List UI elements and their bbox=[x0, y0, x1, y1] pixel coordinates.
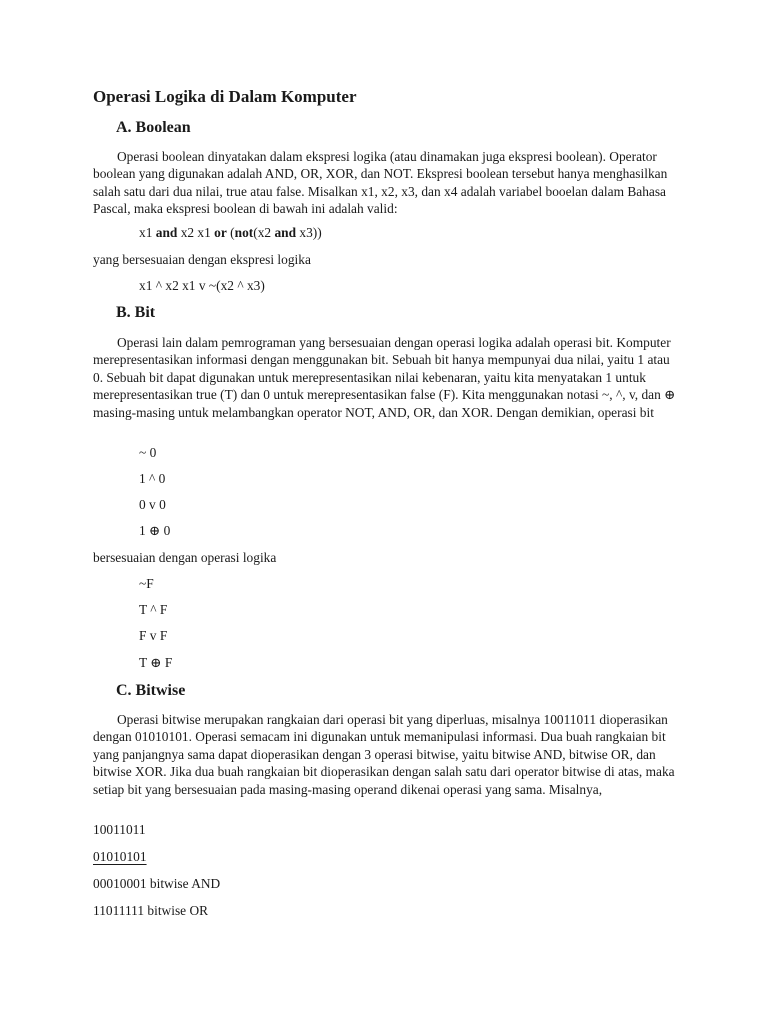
expr-keyword-not: not bbox=[234, 225, 254, 240]
bitwise-example: 11011111 bitwise OR bbox=[93, 903, 209, 918]
expr-keyword-and: and bbox=[155, 225, 178, 240]
paragraph-bitwise: Operasi bitwise merupakan rangkaian dari operasi bit yang diperluas, misalnya 10011011 dioperasikan dengan 01010101. Operasi semacam ini digunakan untuk memanipulasi informasi. Dua buah rangkaian bit yang panjangnya sama dapat dioperasikan dengan 3 operasi bitwise, yaitu bitwise AND, bitwise OR, dan bitwise XOR. Jika dua buah rangkaian bit dioperasikan dengan salah satu dari operator bitwise di atas, maka setiap bit yang bersesuaian pada masing-masing operand dikenai operasi yang sama. Misalnya, bbox=[93, 712, 675, 797]
expr-keyword-and: and bbox=[274, 225, 297, 240]
bit-operation: ~ 0 bbox=[139, 445, 157, 460]
logic-operation: T ⊕ F bbox=[139, 655, 173, 670]
section-heading-boolean: A. Boolean bbox=[116, 119, 191, 136]
expr-text: x2 x1 bbox=[177, 225, 215, 240]
section-heading-bit: B. Bit bbox=[116, 304, 156, 321]
section-heading-bitwise: C. Bitwise bbox=[116, 682, 186, 699]
expr-keyword-or: or bbox=[214, 225, 227, 240]
logic-operation: F v F bbox=[139, 628, 168, 643]
expr-text: x3)) bbox=[296, 225, 322, 240]
bit-bridge-text: bersesuaian dengan operasi logika bbox=[93, 550, 277, 565]
paragraph-boolean: Operasi boolean dinyatakan dalam ekspresi logika (atau dinamakan juga ekspresi boolean). Operator boolean yang digunakan adalah AND, OR, XOR, dan NOT. Ekspresi boolean tersebut hanya menghasilkan salah satu dari dua nilai, true atau false. Misalkan x1, x2, x3, dan x4 adalah variabel booelan dalam Bahasa Pascal, maka ekspresi boolean di bawah ini adalah valid: bbox=[93, 149, 668, 217]
expr-text: ( bbox=[226, 225, 235, 240]
logic-operation: T ^ F bbox=[139, 602, 168, 617]
bit-operation: 1 ^ 0 bbox=[139, 471, 166, 486]
boolean-expression bbox=[139, 224, 322, 241]
bit-operation: 1 ⊕ 0 bbox=[139, 523, 171, 538]
bitwise-example: 00010001 bitwise AND bbox=[93, 876, 221, 891]
logic-expression: x1 ^ x2 x1 v ~(x2 ^ x3) bbox=[139, 278, 265, 293]
logic-operation: ~F bbox=[139, 576, 154, 591]
bit-operation: 0 v 0 bbox=[139, 497, 166, 512]
paragraph-bit: Operasi lain dalam pemrograman yang bersesuaian dengan operasi logika adalah operasi bit. Komputer merepresentasikan informasi dengan menggunakan bit. Sebuah bit hanya mempunyai dua nilai, yaitu 1 atau 0. Sebuah bit dapat digunakan untuk merepresentasikan nilai kebenaran, yaitu kita menyatakan 1 untuk merepresentasikan true (T) dan 0 untuk merepresentasikan false (F). Kita menggunakan notasi ~, ^, v, dan ⊕ masing-masing untuk melambangkan operator NOT, AND, OR, dan XOR. Dengan demikian, operasi bit bbox=[93, 335, 676, 420]
bitwise-example: 01010101 bbox=[93, 849, 147, 864]
expr-text: (x2 bbox=[253, 225, 275, 240]
document-title: Operasi Logika di Dalam Komputer bbox=[93, 87, 357, 106]
expr-text: x1 bbox=[139, 225, 156, 240]
boolean-bridge-text: yang bersesuaian dengan ekspresi logika bbox=[93, 252, 311, 267]
bitwise-example: 10011011 bbox=[93, 822, 146, 837]
